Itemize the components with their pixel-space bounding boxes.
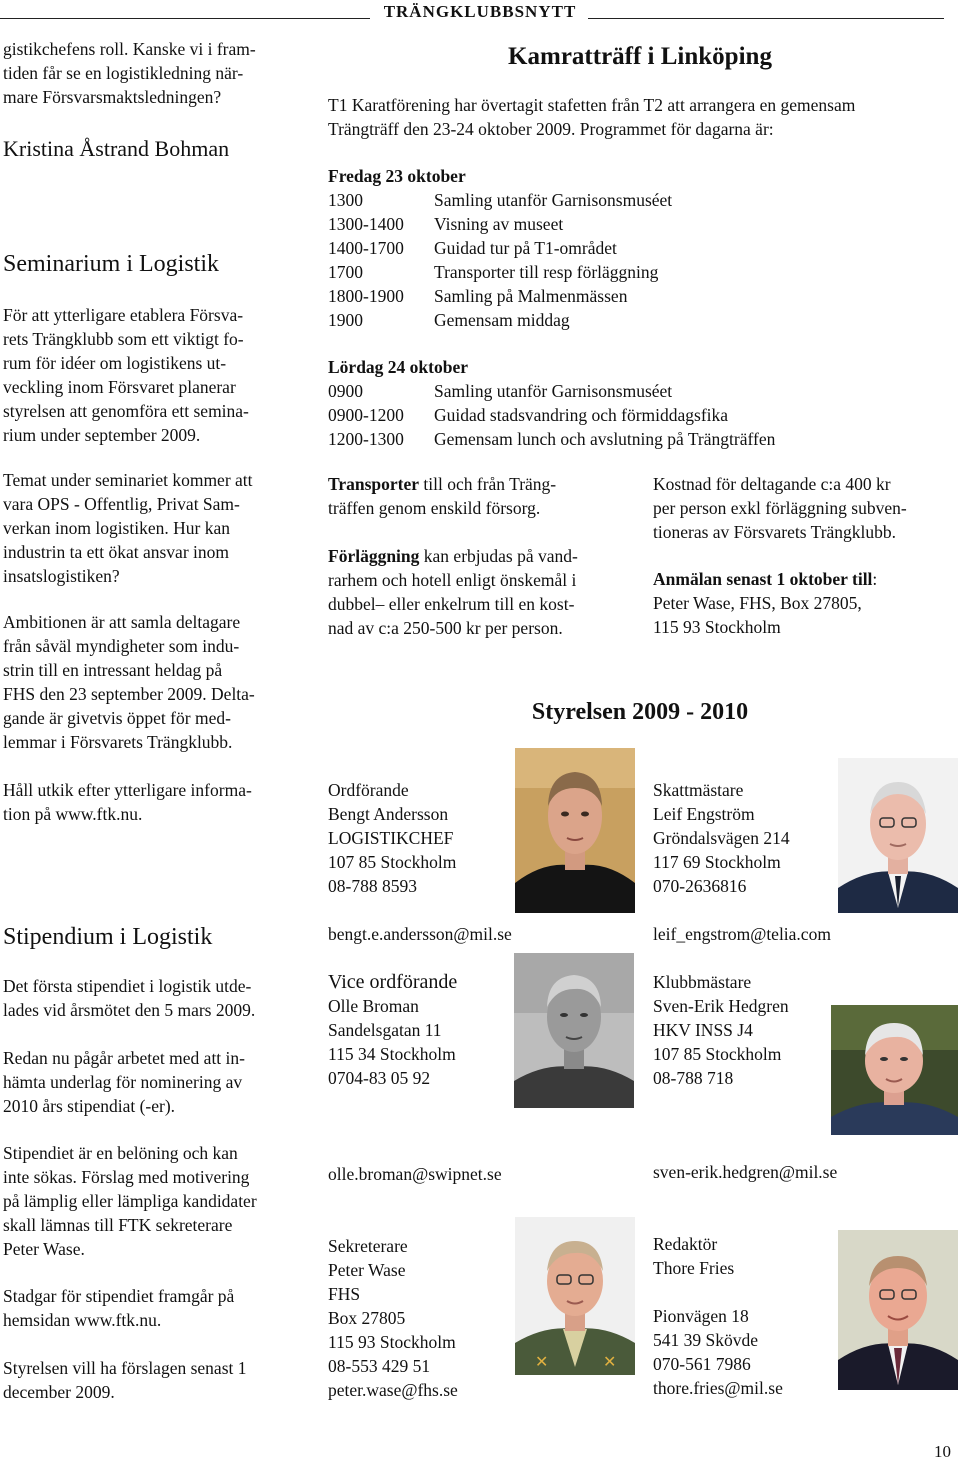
header-title: TRÄNGKLUBBSNYTT [383,2,577,21]
lodging-paragraph [328,544,628,640]
member-email: sven-erik.hedgren@mil.se [653,1162,838,1182]
text-span: till och från Träng- [419,474,557,494]
schedule-activity: Samling på Malmenmässen [434,286,628,306]
member-vice-chairman [328,970,518,1090]
friday-table [328,188,672,332]
text-line: träffen genom enskild försorg. [328,498,541,518]
member-email: bengt.e.andersson@mil.se [328,924,512,944]
header-rule-left [0,18,370,19]
member-address: 117 69 Stockholm [653,852,781,872]
member-address: FHS [328,1284,361,1304]
schedule-activity: Gemensam lunch och avslutning på Trängträffen [434,429,776,449]
text-line: gande är givetvis öppet för med- [3,708,231,728]
text-line: insatslogistiken? [3,566,120,586]
reunion-intro [328,93,958,141]
schedule-time: 1800-1900 [328,286,404,306]
text-line: nad av c:a 250-500 kr per person. [328,618,563,638]
reunion-title: Kamratträff i Linköping [508,43,772,70]
member-address: Sandelsgatan 11 [328,1020,442,1040]
text-line: 2010 års stipendiat (-er). [3,1096,176,1116]
saturday-schedule [328,355,775,451]
text-line: på lämplig eller lämpliga kandidater [3,1191,257,1211]
stipend-paragraph-2 [3,1046,303,1118]
member-phone: 08-788 8593 [328,876,417,896]
member-address: HKV INSS J4 [653,1020,753,1040]
schedule-row [328,212,672,236]
text-line: Stipendiet är en belöning och kan [3,1143,238,1163]
schedule-time: 1300 [328,190,363,210]
text-line [328,544,628,568]
signup-label: Anmälan senast 1 oktober till [653,569,873,589]
member-phone: 08-553 429 51 [328,1356,431,1376]
member-address: 115 93 Stockholm [328,1332,456,1352]
text-line: lades vid årsmötet den 5 mars 2009. [3,1000,256,1020]
text-line: mare Försvarsmaktsledningen? [3,87,222,107]
text-line: veckling inom Försvaret planerar [3,377,236,397]
portrait-photo-vice-chairman [514,953,634,1108]
member-chairman [328,778,518,898]
member-editor-contact [653,1304,833,1400]
schedule-row [328,188,672,212]
seminar-paragraph-3 [3,610,303,754]
schedule-activity: Visning av museet [434,214,564,234]
cost-paragraph [653,472,955,544]
member-role: Vice ordförande [328,971,458,993]
friday-heading: Fredag 23 oktober [328,166,466,186]
member-email: thore.fries@mil.se [653,1378,783,1398]
seminar-title: Seminarium i Logistik [3,251,219,277]
text-line: tioneras av Försvarets Trängklubb. [653,522,897,542]
text-line: strin till en intressant heldag på [3,660,223,680]
member-name: Bengt Andersson [328,804,449,824]
member-treasurer [653,778,833,898]
text-line: inte sökas. Förslag med motivering [3,1167,250,1187]
member-address: Gröndalsvägen 214 [653,828,790,848]
text-line: rarhem och hotell enligt önskemål i [328,570,577,590]
member-phone: 0704-83 05 92 [328,1068,431,1088]
text-line: Trängträff den 23-24 oktober 2009. Programmet för dagarna är: [328,119,774,139]
member-name: Thore Fries [653,1258,735,1278]
signup-paragraph [653,567,955,639]
text-line: 115 93 Stockholm [653,617,781,637]
member-email: olle.broman@swipnet.se [328,1164,502,1184]
member-address: Pionvägen 18 [653,1306,749,1326]
schedule-activity: Gemensam middag [434,310,570,330]
schedule-row [328,236,672,260]
text-line: För att ytterligare etablera Försva- [3,305,244,325]
text-line: styrelsen att genomföra ett semina- [3,401,249,421]
board-title: Styrelsen 2009 - 2010 [531,699,749,725]
text-line: T1 Karatförening har övertagit stafetten från T2 att arrangera en gemensam [328,95,856,115]
schedule-row [328,308,672,332]
text-span: kan erbjudas på vand- [419,546,578,566]
text-line: vara OPS - Offentlig, Privat Sam- [3,494,240,514]
seminar-paragraph-1 [3,303,303,447]
member-address: 115 34 Stockholm [328,1044,456,1064]
text-line: rium under september 2009. [3,425,201,445]
schedule-row [328,379,775,403]
text-line: Styrelsen vill ha förslagen senast 1 [3,1358,247,1378]
member-address: Box 27805 [328,1308,406,1328]
author-name: Kristina Åstrand Bohman [3,136,230,161]
member-address: 541 39 Skövde [653,1330,758,1350]
schedule-time: 1300-1400 [328,214,404,234]
text-line: från såväl myndigheter som indu- [3,636,240,656]
stipend-paragraph-5 [3,1356,303,1404]
text-line: lemmar i Försvarets Trängklubb. [3,732,233,752]
stipend-paragraph-4 [3,1284,303,1332]
saturday-heading: Lördag 24 oktober [328,357,468,377]
svg-text:✕: ✕ [535,1352,549,1371]
member-secretary [328,1234,518,1402]
member-role: Skattmästare [653,780,744,800]
member-email: peter.wase@fhs.se [328,1380,458,1400]
text-line: verkan inom logistiken. Hur kan [3,518,230,538]
schedule-time: 1700 [328,262,363,282]
header-rule-right [588,18,944,19]
schedule-time: 0900-1200 [328,405,404,425]
member-email: leif_engstrom@telia.com [653,924,831,944]
member-editor [653,1232,833,1280]
text-line: hemsidan www.ftk.nu. [3,1310,162,1330]
text-line: FHS den 23 september 2009. Delta- [3,684,255,704]
text-line: Stadgar för stipendiet framgår på [3,1286,235,1306]
member-role: Sekreterare [328,1236,408,1256]
text-span: : [872,569,878,589]
schedule-time: 1200-1300 [328,429,404,449]
text-line: Håll utkik efter ytterligare informa- [3,780,252,800]
member-phone: 070-561 7986 [653,1354,751,1374]
portrait-photo-club-master [831,1005,958,1135]
stipend-title: Stipendium i Logistik [3,924,213,950]
text-line: tion på www.ftk.nu. [3,804,143,824]
text-line: dubbel– eller enkelrum till en kost- [328,594,575,614]
saturday-table [328,379,775,451]
svg-text:✕: ✕ [603,1352,617,1371]
schedule-row [328,427,775,451]
text-line: Ambitionen är att samla deltagare [3,612,241,632]
member-address: LOGISTIKCHEF [328,828,454,848]
friday-schedule [328,164,672,332]
text-line: tiden får se en logistikledning när- [3,63,244,83]
schedule-time: 0900 [328,381,363,401]
seminar-paragraph-2 [3,468,303,588]
member-role: Redaktör [653,1234,718,1254]
text-line: Det första stipendiet i logistik utde- [3,976,252,996]
transport-paragraph [328,472,628,520]
text-line: per person exkl förläggning subven- [653,498,907,518]
portrait-photo-chairman [515,748,635,913]
portrait-photo-editor [838,1230,958,1390]
stipend-paragraph-3 [3,1141,303,1261]
schedule-row [328,403,775,427]
schedule-activity: Guidad stadsvandring och förmiddagsfika [434,405,729,425]
schedule-activity: Guidad tur på T1-området [434,238,617,258]
member-name: Olle Broman [328,996,419,1016]
schedule-activity: Samling utanför Garnisonsmuséet [434,381,673,401]
member-address: 107 85 Stockholm [653,1044,782,1064]
text-line: Redan nu pågår arbetet med att in- [3,1048,245,1068]
text-line: hämta underlag för nominering av [3,1072,243,1092]
portrait-photo-secretary [515,1217,635,1375]
text-line: rum för idéer om logistikens ut- [3,353,227,373]
text-line: december 2009. [3,1382,115,1402]
lodging-label: Förläggning [328,546,420,566]
schedule-row [328,260,672,284]
text-line: rets Trängklubb som ett viktigt fo- [3,329,244,349]
schedule-time: 1400-1700 [328,238,404,258]
text-line [653,567,955,591]
member-name: Leif Engström [653,804,755,824]
stipend-paragraph-1 [3,974,303,1022]
portrait-photo-treasurer [838,758,958,913]
transport-label: Transporter [328,474,420,494]
schedule-activity: Samling utanför Garnisonsmuséet [434,190,673,210]
schedule-time: 1900 [328,310,363,330]
text-line: industrin ta ett ökat ansvar inom [3,542,229,562]
text-line: skall lämnas till FTK sekreterare [3,1215,233,1235]
member-phone: 070-2636816 [653,876,747,896]
member-phone: 08-788 718 [653,1068,734,1088]
page-number: 10 [934,1442,951,1461]
text-line: gistikchefens roll. Kanske vi i fram- [3,39,256,59]
schedule-activity: Transporter till resp förläggning [434,262,659,282]
schedule-row [328,284,672,308]
text-line: Kostnad för deltagande c:a 400 kr [653,474,891,494]
member-role: Ordförande [328,780,409,800]
member-club-master [653,970,833,1090]
member-address: 107 85 Stockholm [328,852,457,872]
text-line: Peter Wase, FHS, Box 27805, [653,593,862,613]
text-line: Temat under seminariet kommer att [3,470,253,490]
seminar-paragraph-4 [3,778,303,826]
member-name: Sven-Erik Hedgren [653,996,789,1016]
member-name: Peter Wase [328,1260,406,1280]
intro-paragraph [3,37,303,109]
member-role: Klubbmästare [653,972,752,992]
text-line [328,472,628,496]
text-line: Peter Wase. [3,1239,85,1259]
